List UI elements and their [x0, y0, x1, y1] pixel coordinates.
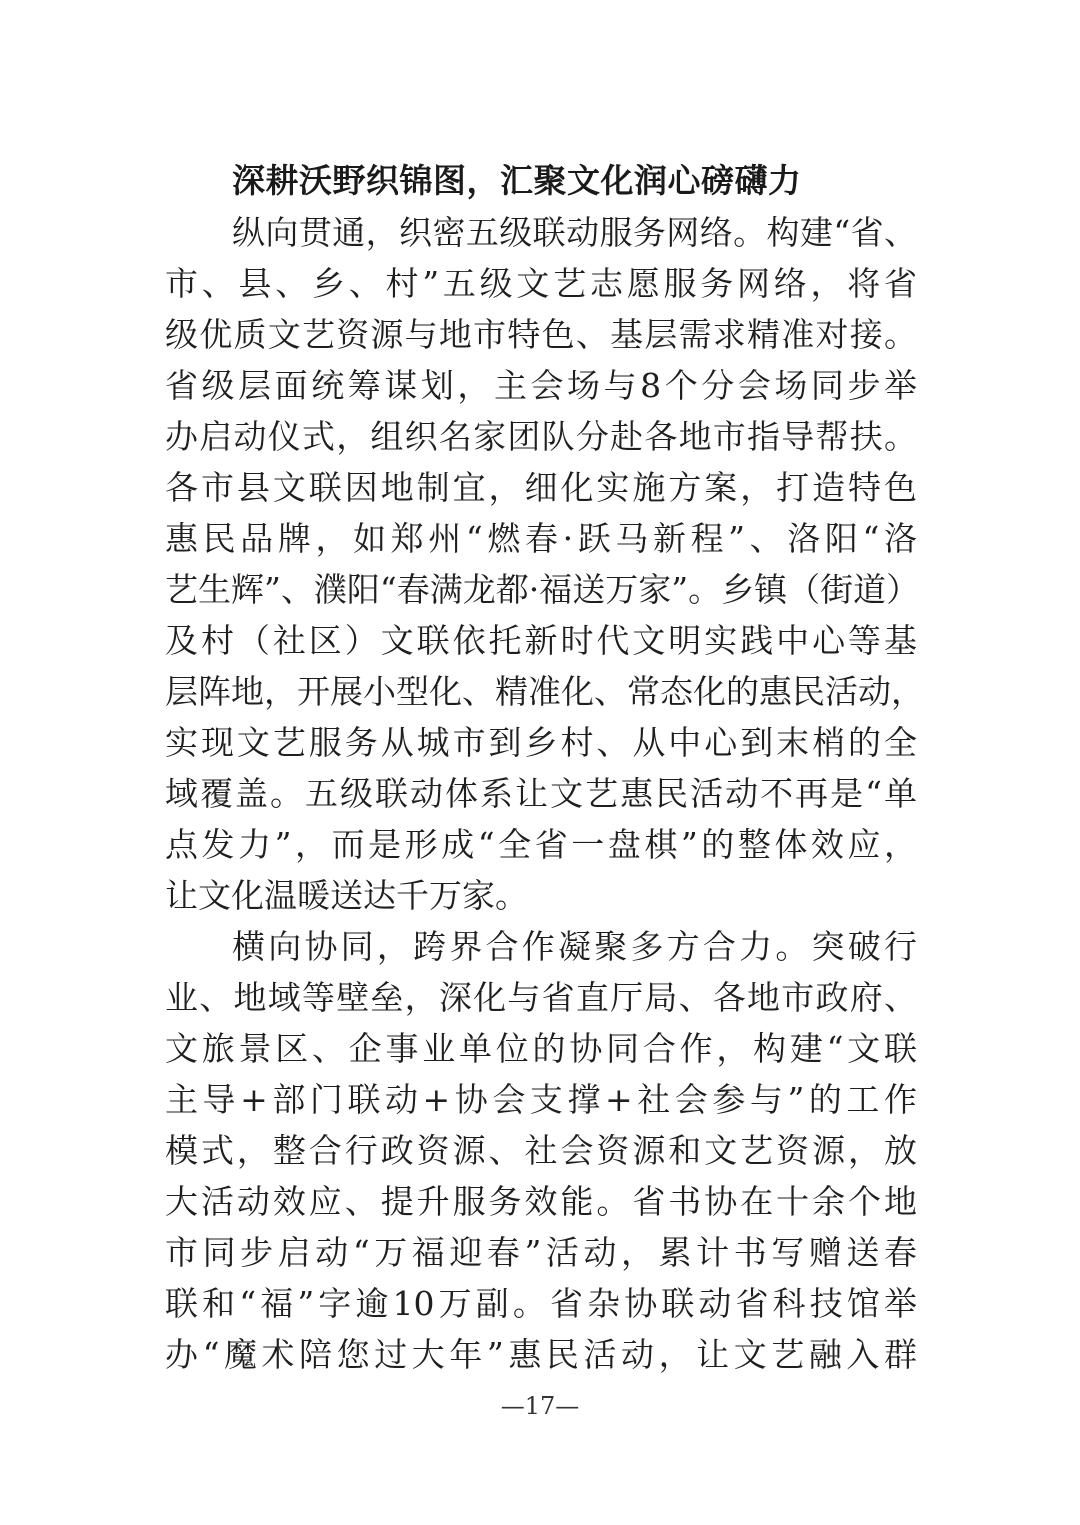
- text-line: 主导+部门联动+协会支撑+社会参与”的工作: [165, 1080, 917, 1119]
- text-line: 市、县、乡、村”五级文艺志愿服务网络，将省: [165, 264, 917, 303]
- text-line: 省级层面统筹谋划，主会场与8个分会场同步举: [165, 366, 917, 405]
- paragraph-vertical-linkage: [165, 207, 924, 921]
- text-line: 市同步启动“万福迎春”活动，累计书写赠送春: [165, 1233, 917, 1272]
- text-line: 办启动仪式，组织名家团队分赴各地市指导帮扶。: [165, 417, 917, 456]
- text-line: 横向协同，跨界合作凝聚多方合力。突破行: [232, 927, 917, 966]
- text-line: 让文化温暖送达千万家。: [165, 876, 528, 915]
- text-line: 联和“福”字逾10万副。省杂协联动省科技馆举: [165, 1284, 917, 1323]
- text-line: 惠民品牌，如郑州“燃春·跃马新程”、洛阳“洛: [165, 519, 917, 558]
- text-line: 纵向贯通，织密五级联动服务网络。构建“省、: [232, 213, 917, 252]
- section-heading: 深耕沃野织锦图，汇聚文化润心磅礴力: [232, 161, 802, 200]
- document-page: [165, 155, 924, 1380]
- text-line: 艺生辉”、濮阳“春满龙都·福送万家”。乡镇（街道）: [165, 570, 920, 609]
- text-line: 文旅景区、企事业单位的协同合作，构建“文联: [165, 1029, 917, 1068]
- text-line: 域覆盖。五级联动体系让文艺惠民活动不再是“单: [165, 774, 917, 813]
- text-line: 办“魔术陪您过大年”惠民活动，让文艺融入群: [165, 1335, 917, 1374]
- text-line: 模式，整合行政资源、社会资源和文艺资源，放: [165, 1131, 917, 1170]
- text-line: 业、地域等壁垒，深化与省直厅局、各地市政府、: [165, 978, 917, 1017]
- text-line: 层阵地，开展小型化、精准化、常态化的惠民活动，: [165, 672, 924, 711]
- paragraph-horizontal-collaboration: [165, 921, 917, 1380]
- text-line: 及村（社区）文联依托新时代文明实践中心等基: [165, 621, 917, 660]
- text-line: 点发力”，而是形成“全省一盘棋”的整体效应，: [165, 825, 917, 864]
- text-line: 级优质文艺资源与地市特色、基层需求精准对接。: [165, 315, 917, 354]
- text-line: 各市县文联因地制宜，细化实施方案，打造特色: [165, 468, 917, 507]
- text-line: 大活动效应、提升服务效能。省书协在十余个地: [165, 1182, 917, 1221]
- page-number: —17—: [500, 1392, 580, 1420]
- text-line: 实现文艺服务从城市到乡村、从中心到末梢的全: [165, 723, 917, 762]
